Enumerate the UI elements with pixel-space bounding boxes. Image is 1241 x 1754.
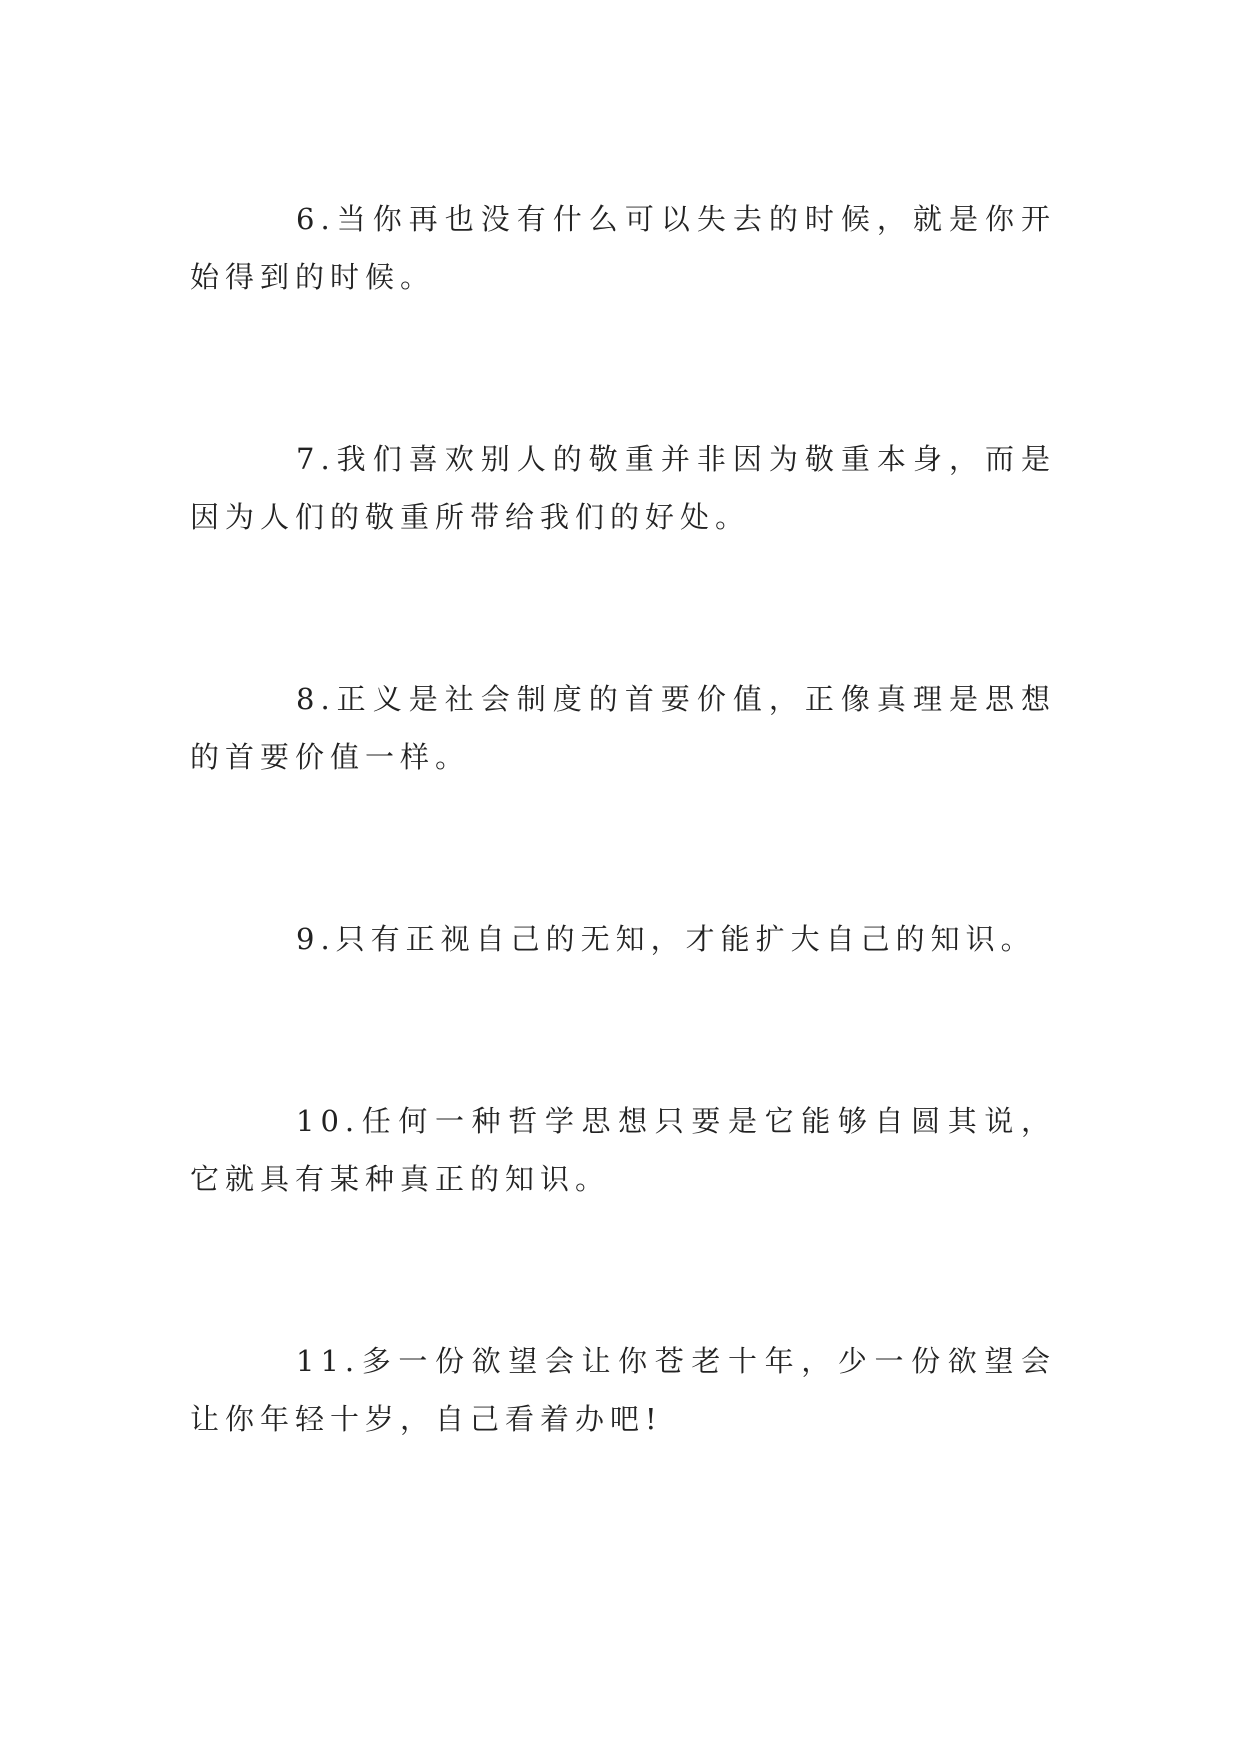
paragraph-7: 7.我们喜欢别人的敬重并非因为敬重本身，而是因为人们的敬重所带给我们的好处。 — [190, 442, 1056, 534]
paragraph-11: 11.多一份欲望会让你苍老十年，少一份欲望会让你年轻十岁，自己看着办吧! — [190, 1344, 1056, 1436]
paragraph-8: 8.正义是社会制度的首要价值，正像真理是思想的首要价值一样。 — [190, 682, 1056, 774]
document-body — [190, 190, 1056, 1572]
paragraph-9: 9.只有正视自己的无知，才能扩大自己的知识。 — [296, 922, 1036, 956]
paragraph-10: 10.任何一种哲学思想只要是它能够自圆其说，它就具有某种真正的知识。 — [190, 1104, 1056, 1196]
paragraph-6: 6.当你再也没有什么可以失去的时候，就是你开始得到的时候。 — [190, 202, 1056, 294]
